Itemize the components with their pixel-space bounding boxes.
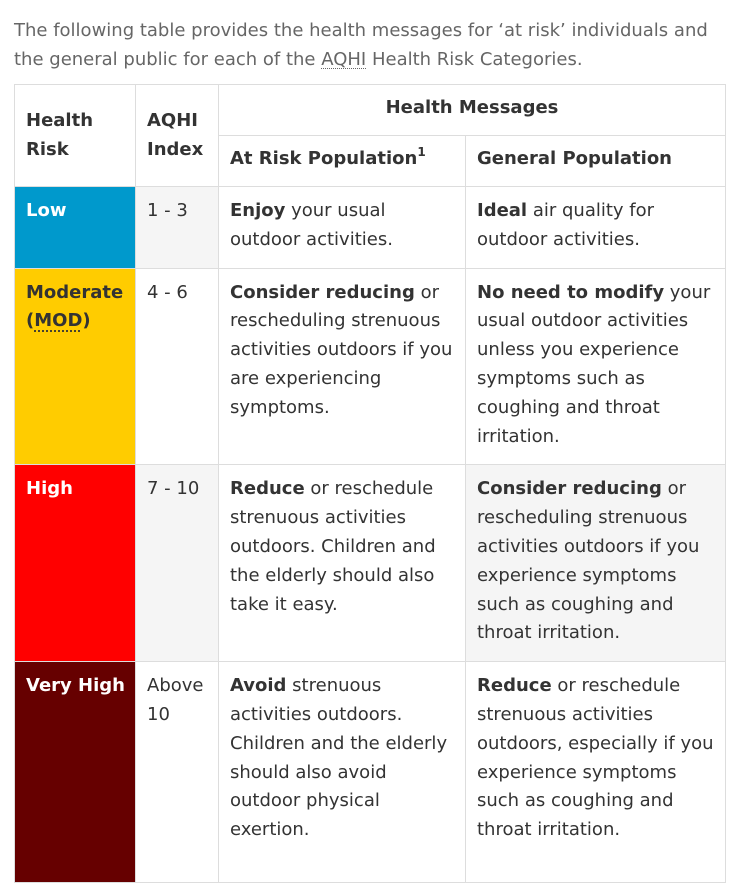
general-message-high — [466, 465, 726, 662]
at-risk-message-very-high — [219, 662, 466, 883]
general-message-very-high — [466, 662, 726, 883]
at-risk-message-moderate — [219, 268, 466, 465]
mod-abbreviation-text: MOD — [34, 310, 83, 332]
at-risk-message-low — [219, 187, 466, 269]
at-risk-text: or reschedule strenuous activities outdoors. Children and the elderly should also take it easy. — [230, 478, 436, 615]
footnote-marker[interactable]: 1 — [417, 145, 426, 159]
intro-paragraph — [14, 16, 726, 74]
at-risk-message-high — [219, 465, 466, 662]
header-at-risk-label: At Risk Population — [230, 148, 418, 169]
index-cell-moderate: 4 - 6 — [136, 268, 219, 465]
aqhi-abbreviation[interactable]: AQHI — [321, 49, 367, 70]
general-text: your usual outdoor activities unless you experience symptoms such as coughing and throat irritation. — [477, 281, 711, 447]
at-risk-text: or rescheduling strenuous activities outdoors if you are experiencing symptoms. — [230, 281, 453, 418]
table-row-moderate — [15, 268, 726, 465]
general-message-moderate — [466, 268, 726, 465]
header-at-risk-population — [219, 136, 466, 187]
risk-label: High — [26, 478, 73, 500]
risk-cell-moderate — [15, 268, 136, 465]
risk-cell-very-high — [15, 662, 136, 883]
table-header-row-1 — [15, 85, 726, 136]
general-emphasis: No need to modify — [477, 281, 665, 303]
header-health-risk: Health Risk — [15, 85, 136, 187]
risk-label: Very High — [26, 675, 125, 697]
general-text: air quality for outdoor activities. — [477, 200, 655, 250]
at-risk-text: strenuous activities outdoors. Children and the elderly should also avoid outdoor physical exertion. — [230, 675, 448, 841]
index-cell-low: 1 - 3 — [136, 187, 219, 269]
risk-cell-high — [15, 465, 136, 662]
general-message-low — [466, 187, 726, 269]
header-general-population: General Population — [466, 136, 726, 187]
index-cell-high: 7 - 10 — [136, 465, 219, 662]
general-emphasis: Reduce — [477, 675, 552, 697]
intro-text-start: The following table provides the health messages for ‘at risk’ individuals and the general public for each of the — [14, 20, 708, 70]
header-aqhi-index: AQHI Index — [136, 85, 219, 187]
index-cell-very-high: Above 10 — [136, 662, 219, 883]
aqhi-health-messages-table — [14, 84, 726, 883]
risk-label: Moderate — [26, 281, 124, 303]
table-row-high — [15, 465, 726, 662]
at-risk-emphasis: Consider reducing — [230, 281, 415, 303]
header-health-messages: Health Messages — [219, 85, 726, 136]
table-row-low — [15, 187, 726, 269]
risk-label: Low — [26, 200, 67, 221]
general-emphasis: Ideal — [477, 200, 528, 221]
at-risk-text: your usual outdoor activities. — [230, 200, 393, 250]
general-text: or rescheduling strenuous activities outdoors if you experience symptoms such as coughing and throat irritation. — [477, 478, 700, 644]
general-text: or reschedule strenuous activities outdoors, especially if you experience symptoms such as coughing and throat irritation. — [477, 675, 714, 841]
risk-cell-low — [15, 187, 136, 269]
intro-text-end: Health Risk Categories. — [366, 49, 583, 70]
mod-abbreviation[interactable]: (MOD) — [26, 310, 91, 332]
at-risk-emphasis: Reduce — [230, 478, 305, 500]
general-emphasis: Consider reducing — [477, 478, 662, 500]
table-row-very-high — [15, 662, 726, 883]
at-risk-emphasis: Avoid — [230, 675, 287, 697]
at-risk-emphasis: Enjoy — [230, 200, 286, 221]
